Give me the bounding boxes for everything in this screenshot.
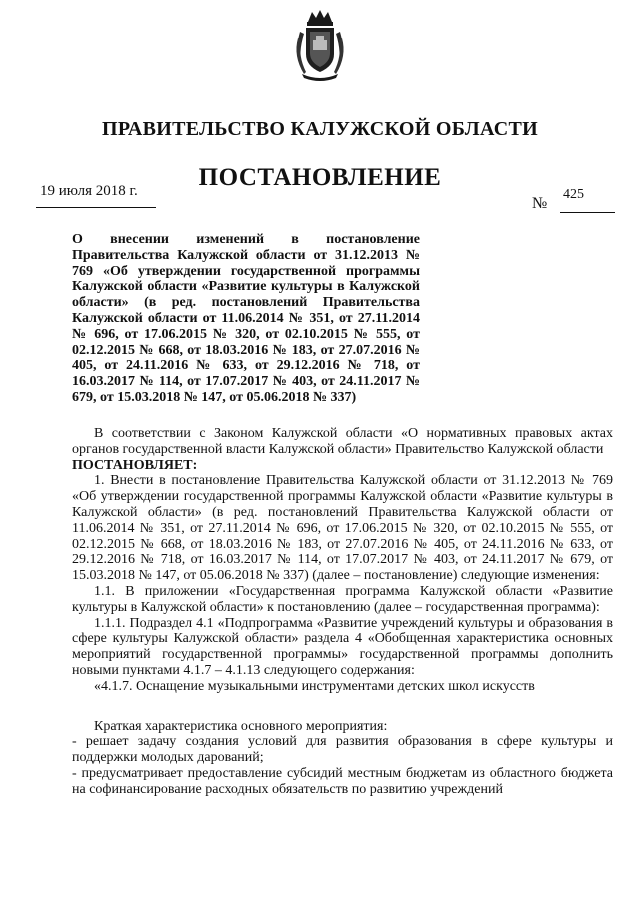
body-preamble [72,426,613,458]
number-underline [560,212,615,213]
paragraph-1-1-1: 1.1.1. Подраздел 4.1 «Подпрограмма «Развитие учреждений культуры и образования в сфере культуры Калужской области» раздела 4 «Обобщенная характеристика основных мероприятий государственной программы» государственной программы дополнить новыми пунктами 4.1.7 – 4.1.13 следующего содержания: [72,615,613,678]
document-number: 425 [563,187,584,202]
coat-of-arms-icon [292,8,348,84]
paragraph-1-1: 1.1. В приложении «Государственная программа Калужской области «Развитие культуры в Калужской области» к постановлению (далее – государственная программа): [72,583,613,615]
document-type: ПОСТАНОВЛЕНИЕ [198,164,442,191]
preamble-text: В соответствии с Законом Калужской области «О нормативных правовых актах органов государственной власти Калужской области» Правительство Калужской области [72,426,613,457]
paragraph-1: 1. Внести в постановление Правительства Калужской области от 31.12.2013 № 769 «Об утверждении государственной программы Калужской области «Развитие культуры в Калужской области» (в ред. постановлений Правительства Калужской области от 11.06.2014 № 351, от 27.11.2014 № 696, от 17.06.2015 № 320, от 02.10.2015 № 555, от 02.12.2015 № 668, от 18.03.2016 № 183, от 27.07.2016 № 405, от 24.11.2016 № 633, от 29.12.2016 № 718, от 16.03.2017 № 114, от 17.07.2017 № 403, от 24.11.2017 № 679, от 15.03.2018 № 147, от 05.06.2018 № 337) (далее – постановление) следующие изменения: [72,473,613,584]
document-subject: О внесении изменений в постановление Правительства Калужской области от 31.12.2013 № 769 «Об утверждении государственной программы Калужской области «Развитие культуры в Калужской области» (в ред. постановлений Правительства Калужской области от 11.06.2014 № 351, от 27.11.2014 № 696, от 17.06.2015 № 320, от 02.10.2015 № 555, от 02.12.2015 № 668, от 18.03.2016 № 183, от 27.07.2016 № 405, от 24.11.2016 № 633, от 29.12.2016 № 718, от 16.03.2017 № 114, от 17.07.2017 № 403, от 24.11.2017 № 679, от 15.03.2018 № 147, от 05.06.2018 № 337) [72,232,420,405]
organization-title: ПРАВИТЕЛЬСТВО КАЛУЖСКОЙ ОБЛАСТИ [102,118,538,140]
bullet-2: - предусматривает предоставление субсидий местным бюджетам из областного бюджета на софинансирование расходных обязательств по развитию учреждений [72,765,613,797]
decree-word: ПОСТАНОВЛЯЕТ: [72,457,198,473]
document-date: 19 июля 2018 г. [40,183,138,199]
bullet-1: - решает задачу создания условий для развития образования в сфере культуры и поддержки молодых дарований; [72,734,613,766]
number-sign: № [532,195,548,212]
paragraph-4-1-7: «4.1.7. Оснащение музыкальными инструментами детских школ искусств [94,678,535,694]
brief-title: Краткая характеристика основного мероприятия: [94,718,388,734]
document-body [72,426,613,798]
date-underline [36,207,156,208]
